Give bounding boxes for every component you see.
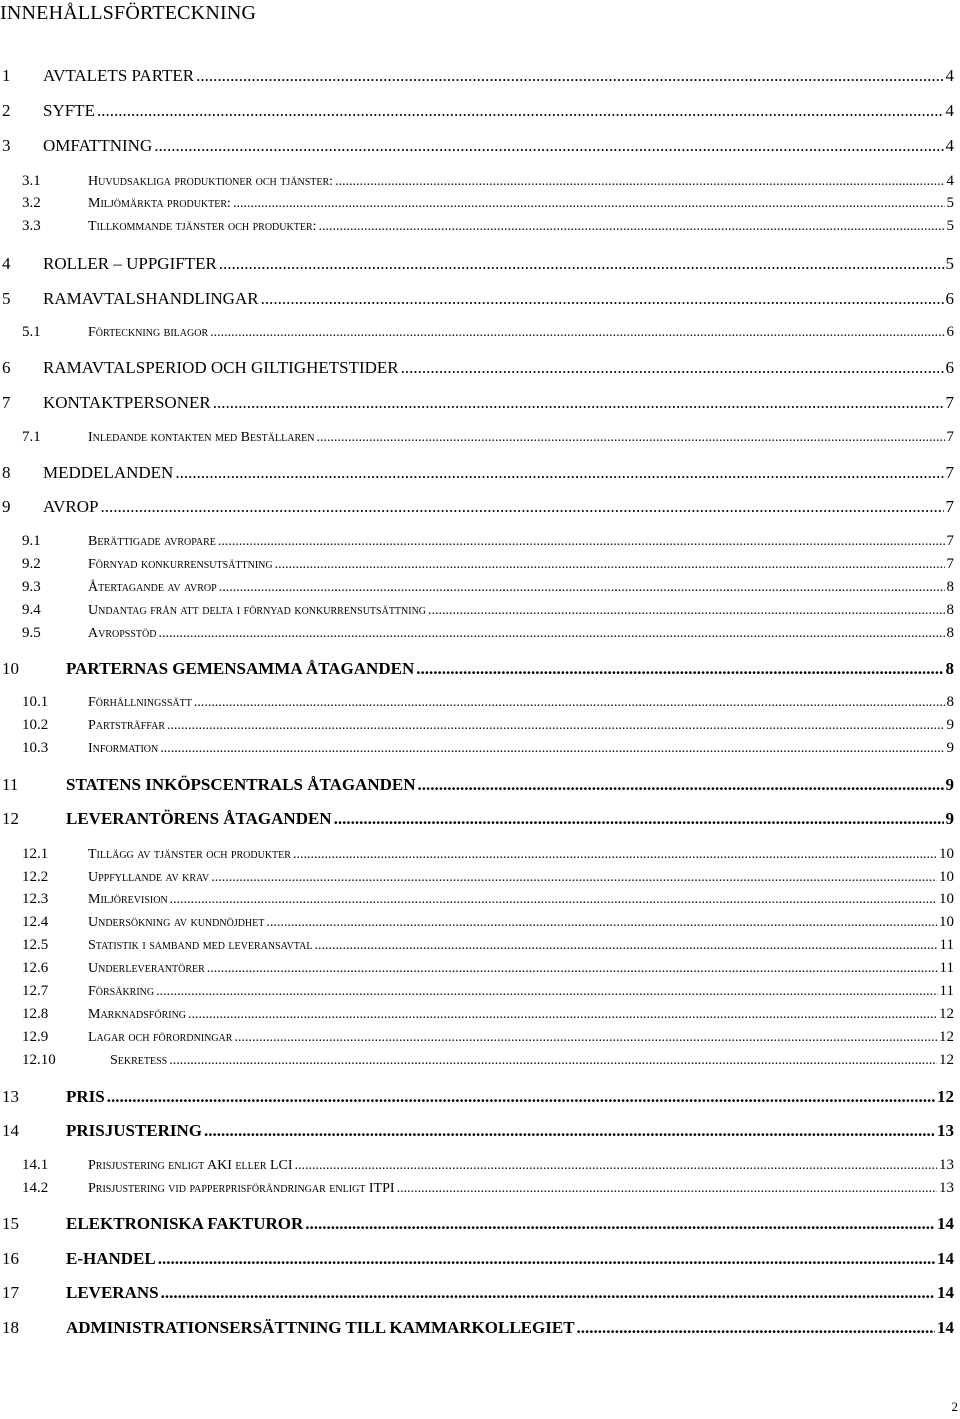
toc-entry-number: 12.1 — [22, 846, 49, 862]
toc-entry-number: 12.7 — [22, 983, 49, 999]
toc-entry-page: 4 — [945, 101, 954, 120]
toc-entry-page: 8 — [946, 602, 954, 618]
toc-entry-number: 3.3 — [22, 218, 41, 234]
toc-entry-number: 5.1 — [22, 324, 41, 340]
toc-entry-title: E-HANDEL — [66, 1249, 156, 1268]
dot-leader — [204, 1121, 935, 1141]
toc-entry-title: Återtagande av avrop — [88, 580, 217, 595]
toc-entry-number: 12.2 — [22, 869, 49, 885]
toc-entry-number: 10 — [2, 659, 19, 678]
toc-entry-number: 4 — [2, 254, 11, 273]
toc-entry-title: ADMINISTRATIONSERSÄTTNING TILL KAMMARKOLLEGIET — [66, 1318, 575, 1337]
toc-entry-title: PRISJUSTERING — [66, 1121, 203, 1140]
toc-entry-number: 12.3 — [22, 891, 49, 907]
toc-entry-number: 16 — [2, 1249, 19, 1268]
dot-leader — [234, 1030, 937, 1046]
toc-entry-number: 14.1 — [22, 1157, 49, 1173]
toc-entry-page: 7 — [946, 556, 954, 572]
toc-entry-number: 9 — [2, 497, 11, 516]
toc-entry-page: 7 — [945, 463, 954, 482]
dot-leader — [210, 325, 944, 341]
dot-leader — [97, 101, 944, 121]
toc-entry-number: 9.2 — [22, 556, 41, 572]
toc-entry-title: Miljörevision — [88, 892, 168, 907]
toc-entry-title: LEVERANS — [66, 1283, 159, 1302]
dot-leader — [196, 66, 943, 86]
toc-entry-number: 17 — [2, 1283, 19, 1302]
dot-leader — [170, 892, 937, 908]
dot-leader — [207, 961, 938, 977]
toc-entry-page: 12 — [939, 1029, 954, 1045]
dot-leader — [397, 1181, 937, 1197]
dot-leader — [219, 254, 944, 274]
toc-entry-page: 14 — [937, 1318, 954, 1337]
toc-entry-title: Berättigade avropare — [88, 534, 216, 549]
page-number: 2 — [951, 1399, 958, 1414]
toc-entry-page: 7 — [945, 497, 954, 516]
dot-leader — [211, 870, 937, 886]
dot-leader — [158, 1249, 935, 1269]
toc-entry-title: STATENS INKÖPSCENTRALS ÅTAGANDEN — [66, 775, 416, 794]
toc-entry-page: 10 — [939, 891, 954, 907]
toc-entry-page: 13 — [939, 1157, 954, 1173]
toc-entry-number: 11 — [2, 775, 19, 794]
toc-entry-number: 5 — [2, 289, 11, 308]
toc-entry-number: 10.1 — [22, 694, 49, 710]
toc-entry-page: 11 — [939, 937, 954, 953]
toc-entry-page: 5 — [946, 195, 954, 211]
toc-entry-page: 8 — [946, 625, 954, 641]
toc-entry-number: 9.1 — [22, 533, 41, 549]
toc-entry-page: 4 — [946, 173, 954, 189]
toc-entry-number: 3.2 — [22, 195, 41, 211]
toc-entry-page: 13 — [937, 1121, 954, 1140]
dot-leader — [401, 358, 944, 378]
toc-entry-title: Förhållningssätt — [88, 695, 192, 710]
page-title: INNEHÅLLSFÖRTECKNING — [0, 2, 257, 24]
toc-entry-number: 12.6 — [22, 960, 49, 976]
toc-entry-page: 7 — [946, 533, 954, 549]
dot-leader — [169, 1053, 937, 1069]
toc-entry-number: 8 — [2, 463, 11, 482]
dot-leader — [275, 557, 945, 573]
toc-entry-page: 10 — [939, 914, 954, 930]
dot-leader — [213, 393, 944, 413]
toc-entry-number: 12.5 — [22, 937, 49, 953]
dot-leader — [218, 534, 945, 550]
dot-leader — [175, 463, 943, 483]
toc-entry-title: AVTALETS PARTER — [43, 66, 195, 85]
toc-entry-title: Undantag från att delta i förnyad konkurrensutsättning — [88, 603, 427, 618]
toc-entry-title: Avropsstöd — [88, 626, 157, 641]
toc-entry-title: Förteckning bilagor — [88, 325, 209, 340]
toc-entry-page: 14 — [937, 1283, 954, 1302]
toc-entry-page: 9 — [946, 740, 954, 756]
toc-entry-page: 12 — [939, 1006, 954, 1022]
dot-leader — [295, 1158, 937, 1174]
toc-entry-number: 9.3 — [22, 579, 41, 595]
toc-entry-page: 7 — [946, 429, 954, 445]
toc-entry-number: 12 — [2, 809, 19, 828]
dot-leader — [418, 775, 944, 795]
toc-entry-number: 2 — [2, 101, 11, 120]
toc-entry-title: Prisjustering enligt AKI eller LCI — [88, 1158, 293, 1173]
dot-leader — [416, 659, 943, 679]
dot-leader — [188, 1007, 937, 1023]
toc-entry-page: 12 — [937, 1087, 954, 1106]
toc-entry-number: 1 — [2, 66, 11, 85]
toc-entry-title: Miljömärkta produkter: — [88, 196, 231, 211]
toc-entry-title: LEVERANTÖRENS ÅTAGANDEN — [66, 809, 332, 828]
dot-leader — [293, 847, 937, 863]
toc-entry-title: OMFATTNING — [43, 136, 153, 155]
dot-leader — [233, 196, 945, 212]
toc-entry-title: RAMAVTALSHANDLINGAR — [43, 289, 259, 308]
toc-entry-page: 9 — [945, 809, 954, 828]
toc-entry-title: KONTAKTPERSONER — [43, 393, 211, 412]
toc-entry-number: 12.4 — [22, 914, 49, 930]
toc-entry-number: 12.8 — [22, 1006, 49, 1022]
toc-entry-number: 13 — [2, 1087, 19, 1106]
toc-entry-title: Förnyad konkurrensutsättning — [88, 557, 273, 572]
toc-entry-number: 12.9 — [22, 1029, 49, 1045]
toc-entry-title: Prisjustering vid papperprisförändringar enligt ITPI — [88, 1181, 395, 1196]
toc-entry-page: 9 — [945, 775, 954, 794]
toc-entry-number: 10.3 — [22, 740, 49, 756]
toc-entry-title: RAMAVTALSPERIOD OCH GILTIGHETSTIDER — [43, 358, 399, 377]
toc-entry-title: Undersökning av kundnöjdhet — [88, 915, 265, 930]
toc-entry-title: Tillägg av tjänster och produkter — [88, 847, 291, 862]
toc-entry-title: PRIS — [66, 1087, 105, 1106]
toc-entry-page: 9 — [946, 717, 954, 733]
toc-entry-page: 8 — [946, 694, 954, 710]
toc-entry-title: PARTERNAS GEMENSAMMA ÅTAGANDEN — [66, 659, 415, 678]
toc-entry-page: 4 — [945, 136, 954, 155]
toc-entry-title: Sekretess — [110, 1053, 168, 1068]
toc-entry-title: Underleverantörer — [88, 961, 205, 976]
toc-entry-number: 3 — [2, 136, 11, 155]
toc-entry-title: ROLLER – UPPGIFTER — [43, 254, 217, 273]
dot-leader — [577, 1318, 935, 1338]
toc-entry-title: SYFTE — [43, 101, 95, 120]
dot-leader — [154, 136, 943, 156]
toc-entry-number: 12.10 — [22, 1052, 56, 1068]
toc-entry-title: Information — [88, 741, 159, 756]
toc-entry-title: Försäkring — [88, 984, 155, 999]
dot-leader — [194, 695, 945, 711]
toc-entry-title: MEDDELANDEN — [43, 463, 174, 482]
dot-leader — [316, 430, 944, 446]
toc-entry-page: 6 — [945, 358, 954, 377]
dot-leader — [314, 938, 937, 954]
toc-entry-page: 10 — [939, 846, 954, 862]
toc-entry-page: 6 — [946, 324, 954, 340]
toc-entry-number: 15 — [2, 1214, 19, 1233]
toc-entry-title: Tillkommande tjänster och produkter: — [88, 219, 317, 234]
toc-entry-title: Huvudsakliga produktioner och tjänster: — [88, 174, 334, 189]
toc-entry-number: 14 — [2, 1121, 19, 1140]
toc-entry-page: 14 — [937, 1214, 954, 1233]
toc-entry-number: 10.2 — [22, 717, 49, 733]
dot-leader — [107, 1087, 935, 1107]
dot-leader — [161, 1283, 935, 1303]
dot-leader — [156, 984, 937, 1000]
dot-leader — [158, 626, 944, 642]
toc-entry-title: Inledande kontakten med Beställaren — [88, 430, 315, 445]
toc-entry-number: 6 — [2, 358, 11, 377]
toc-entry-page: 12 — [939, 1052, 954, 1068]
dot-leader — [305, 1214, 935, 1234]
toc-entry-page: 13 — [939, 1180, 954, 1196]
dot-leader — [319, 219, 945, 235]
toc-entry-title: Lagar och förordningar — [88, 1030, 233, 1045]
dot-leader — [219, 580, 945, 596]
toc-entry-page: 5 — [945, 254, 954, 273]
toc-entry-title: AVROP — [43, 497, 99, 516]
toc-entry-page: 7 — [945, 393, 954, 412]
toc-entry-title: Marknadsföring — [88, 1007, 187, 1022]
toc-entry-page: 11 — [939, 983, 954, 999]
toc-entry-number: 7 — [2, 393, 11, 412]
toc-entry-title: Statistik i samband med leveransavtal — [88, 938, 313, 953]
dot-leader — [335, 174, 944, 190]
toc-entry-number: 7.1 — [22, 429, 41, 445]
toc-entry-number: 9.4 — [22, 602, 41, 618]
toc-entry-number: 3.1 — [22, 173, 41, 189]
dot-leader — [261, 289, 944, 309]
dot-leader — [334, 809, 944, 829]
dot-leader — [167, 718, 944, 734]
toc-entry-page: 8 — [945, 659, 954, 678]
toc-entry-title: ELEKTRONISKA FAKTUROR — [66, 1214, 304, 1233]
toc-entry-number: 9.5 — [22, 625, 41, 641]
dot-leader — [160, 741, 944, 757]
toc-entry-page: 10 — [939, 869, 954, 885]
toc-entry-number: 18 — [2, 1318, 19, 1337]
toc-entry-title: Uppfyllande av krav — [88, 870, 210, 885]
toc-entry-page: 8 — [946, 579, 954, 595]
toc-entry-page: 14 — [937, 1249, 954, 1268]
toc-entry-page: 6 — [945, 289, 954, 308]
toc-entry-page: 5 — [946, 218, 954, 234]
toc-entry-page: 4 — [945, 66, 954, 85]
dot-leader — [100, 497, 943, 517]
dot-leader — [428, 603, 944, 619]
toc-entry-number: 14.2 — [22, 1180, 49, 1196]
toc-entry-page: 11 — [939, 960, 954, 976]
dot-leader — [266, 915, 937, 931]
toc-entry-title: Partsträffar — [88, 718, 166, 733]
